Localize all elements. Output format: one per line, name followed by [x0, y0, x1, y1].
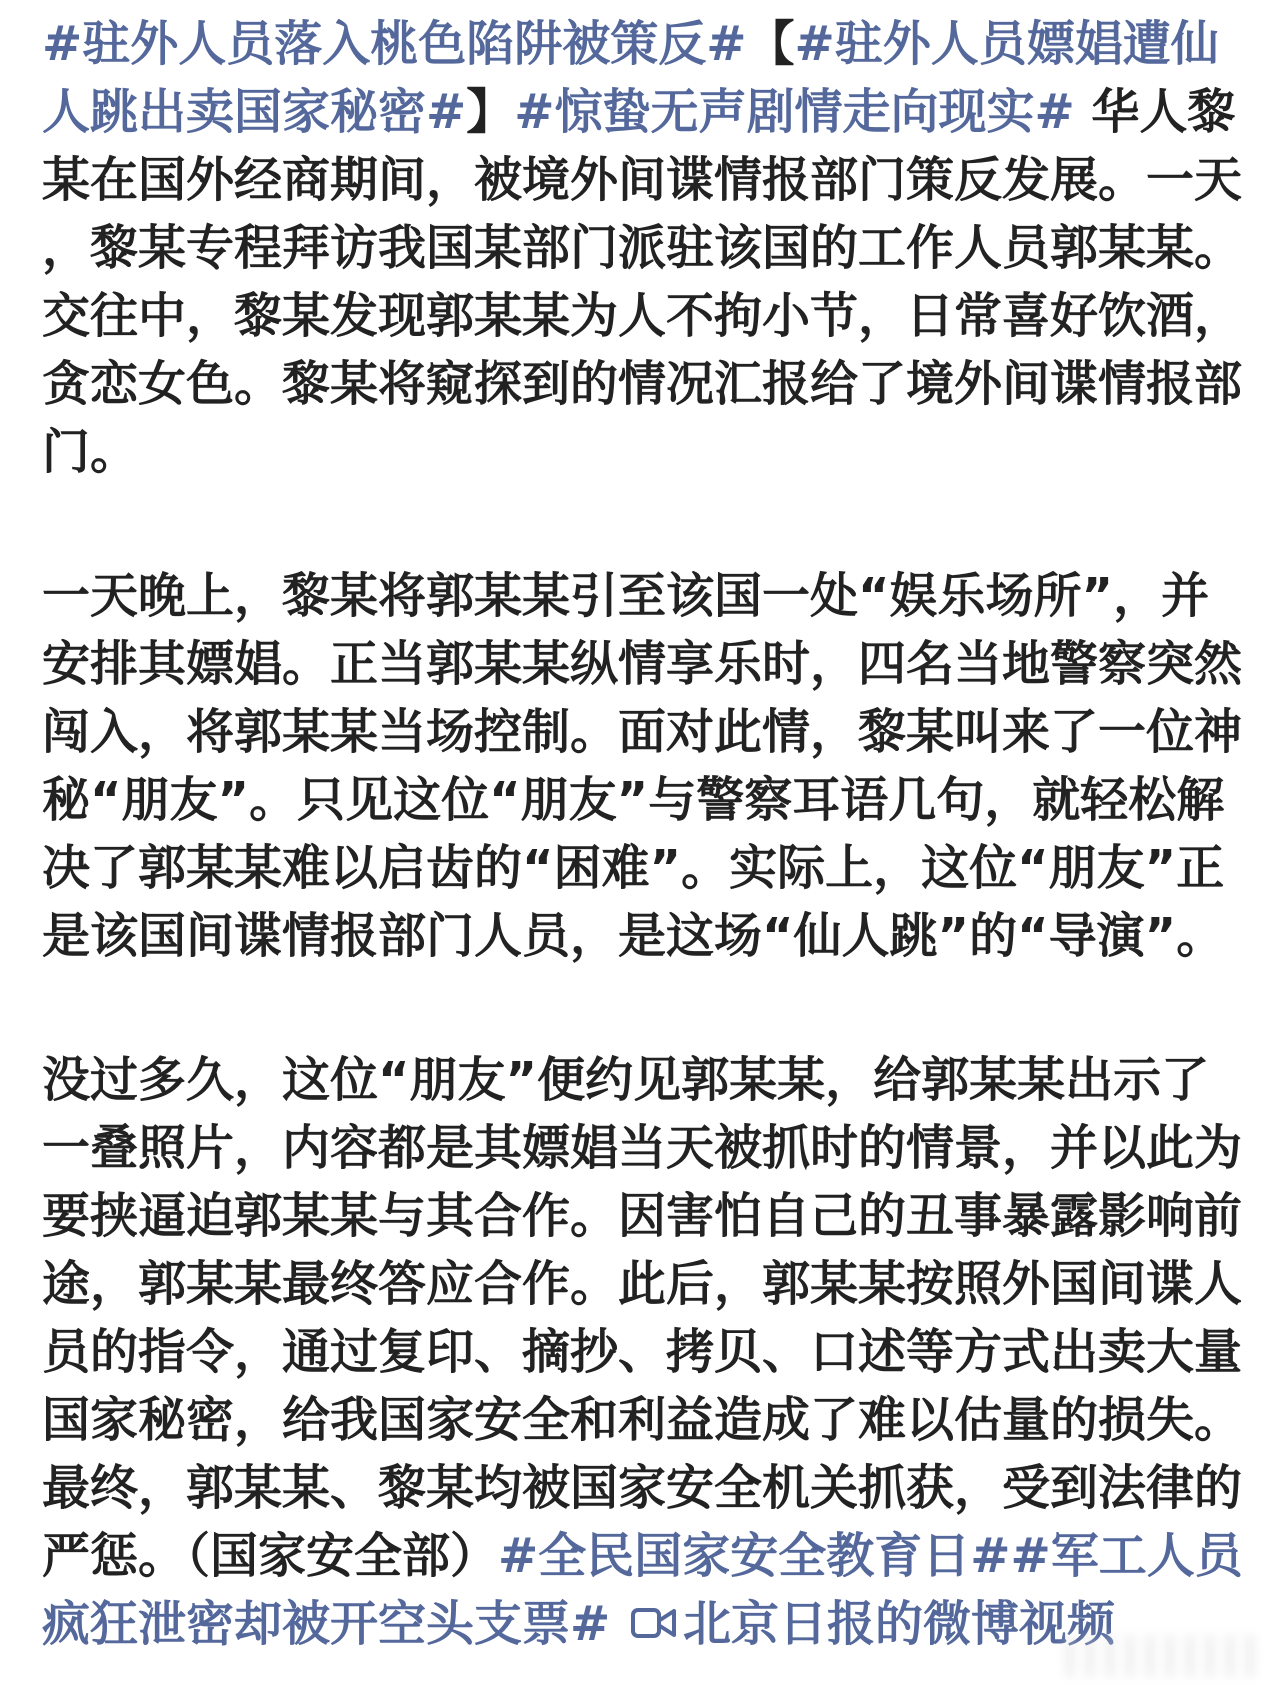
watermark [1066, 1635, 1266, 1677]
video-camera-icon [629, 1600, 679, 1646]
post-paragraph [42, 562, 1248, 970]
post-text: 华人黎某在国外经商期间，被境外间谍情报部门策反发展。一天，黎某专程拜访我国某部门派驻该国的工作人员郭某某。交往中，黎某发现郭某某为人不拘小节，日常喜好饮酒，贪恋女色。黎某将窥探到的情况汇报给了境外间谍情报部门。 [42, 84, 1243, 480]
hashtag-link[interactable]: #驻外人员嫖娼遭仙人跳出卖国家秘密# [42, 16, 1219, 140]
post-paragraph [42, 1046, 1248, 1658]
hashtag-link[interactable]: #全民国家安全教育日# [498, 1528, 1011, 1584]
post-text: 一天晚上，黎某将郭某某引至该国一处“娱乐场所”，并安排其嫖娼。正当郭某某纵情享乐时，四名当地警察突然闯入，将郭某某当场控制。面对此情，黎某叫来了一位神秘“朋友”。只见这位“朋友”与警察耳语几句，就轻松解决了郭某某难以启齿的“困难”。实际上，这位“朋友”正是该国间谍情报部门人员，是这场“仙人跳”的“导演”。 [42, 568, 1243, 964]
hashtag-link[interactable]: #惊蛰无声剧情走向现实# [514, 84, 1075, 140]
post-text: 】 [466, 84, 515, 140]
post-body [42, 10, 1248, 1658]
hashtag-link[interactable]: #驻外人员落入桃色陷阱被策反# [42, 16, 747, 72]
video-link[interactable] [627, 1596, 1115, 1652]
post-text: 没过多久，这位“朋友”便约见郭某某，给郭某某出示了一叠照片，内容都是其嫖娼当天被抓时的情景，并以此为要挟逼迫郭某某与其合作。因害怕自己的丑事暴露影响前途，郭某某最终答应合作。此后，郭某某按照外国间谍人员的指令，通过复印、摘抄、拷贝、口述等方式出卖大量国家秘密，给我国家安全和利益造成了难以估量的损失。最终，郭某某、黎某均被国家安全机关抓获，受到法律的严惩。（国家安全部） [42, 1052, 1243, 1584]
post-text: 【 [746, 16, 795, 72]
post-text [610, 1596, 627, 1652]
video-link-label[interactable]: 北京日报的微博视频 [682, 1596, 1115, 1652]
hashtag-link[interactable]: #军工人员疯狂泄密却被开空头支票# [42, 1528, 1243, 1652]
post-paragraph [42, 10, 1248, 486]
